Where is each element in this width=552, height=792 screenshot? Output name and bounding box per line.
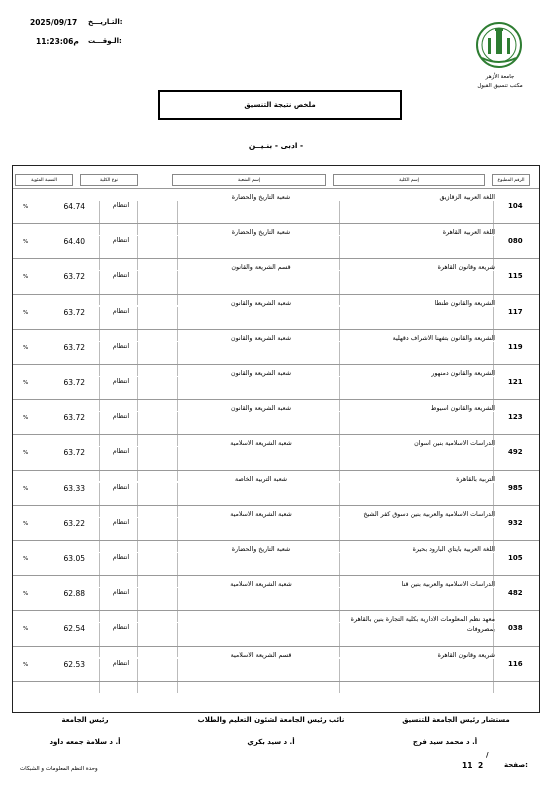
row-division: شعبة الشريعة الاسلامية [230, 510, 292, 518]
row-type: انتظام [112, 659, 130, 667]
row-college: الدراسات الاسلامية بنين اسوان [414, 440, 495, 448]
row-type: انتظام [112, 624, 130, 632]
row-percent-sign: % [23, 591, 29, 598]
row-code: 115 [508, 272, 523, 281]
row-percentage: 63.05 [63, 554, 85, 563]
page-number: 2 [478, 761, 484, 770]
time-value: 11:23:06م [36, 37, 79, 46]
table-row [13, 540, 539, 576]
cell-divider [493, 659, 494, 693]
date-value: 2025/09/17 [30, 18, 78, 27]
page-label: صفحة: [504, 761, 528, 769]
table-row [13, 610, 539, 646]
row-code: 117 [508, 307, 523, 316]
row-division: شعبة التاريخ والحضارة [231, 194, 291, 201]
row-college: اللغة العربية القاهرة [442, 229, 495, 237]
row-division: شعبة التربية الخاصة [234, 475, 288, 483]
row-division: شعبة التاريخ والحضارة [231, 546, 291, 553]
unit-name: وحدة النظم المعلومات و الشبكات [20, 766, 98, 772]
time-label: الـوقـــت: [88, 37, 122, 45]
row-percent-sign: % [23, 556, 29, 562]
row-percentage: 64.40 [63, 237, 85, 247]
row-code: 123 [508, 413, 523, 422]
cell-divider [177, 659, 178, 693]
row-percentage: 63.72 [63, 342, 85, 352]
row-percentage: 63.72 [63, 448, 85, 458]
org-line1: جامعة الأزهر [485, 74, 515, 80]
slash-mark: / [486, 751, 489, 759]
table-row [13, 646, 539, 682]
row-percentage: 62.88 [63, 589, 85, 599]
sig-title-coordination: مستشار رئيس الجامعة للتنسيق [402, 716, 510, 724]
row-code: 121 [508, 378, 523, 386]
table-row [13, 399, 539, 435]
row-percent-sign: % [23, 239, 29, 246]
row-type: انتظام [112, 413, 130, 421]
report-title: ملخص نتيجة التنسيق [158, 90, 402, 120]
row-percent-sign: % [23, 309, 29, 316]
row-college: الشريعة والقانون اسيوط [430, 405, 495, 413]
row-percentage: 63.72 [63, 378, 85, 387]
table-row [13, 505, 539, 541]
sig-name-vice-president: أ. د سيد بكري [247, 738, 295, 746]
row-code: 105 [508, 554, 523, 562]
row-percentage: 63.72 [63, 307, 85, 317]
row-division: شعبة الشريعة والقانون [231, 334, 291, 342]
row-percent-sign: % [23, 274, 29, 281]
col-header-type: نوع الكلية [80, 174, 138, 186]
date-label: التـاريـــخ: [88, 18, 123, 26]
row-type: انتظام [112, 237, 130, 245]
row-type: انتظام [112, 272, 130, 280]
row-percentage: 62.54 [63, 624, 85, 634]
row-percent-sign: % [23, 344, 29, 351]
sig-name-coordination: أ. د محمد سيد فرج [412, 738, 478, 746]
row-percentage: 62.53 [63, 659, 85, 669]
sig-title-president: رئيس الجامعة [61, 716, 109, 724]
row-college: معهد نظم المعلومات الادارية بكلية التجارة بنين بالقاهرة بمصروفات [350, 616, 495, 634]
azhar-logo [474, 20, 524, 70]
row-percentage: 64.74 [63, 202, 85, 211]
table-row [13, 188, 539, 224]
col-header-code: الرقم المطبوع [492, 174, 530, 186]
col-header-college: إسم الكلية [333, 174, 485, 186]
row-division: شعبة الشريعة والقانون [231, 405, 291, 413]
table-row [13, 223, 539, 259]
row-percentage: 63.22 [63, 518, 85, 528]
row-college: شريعة وقانون القاهرة [437, 651, 495, 659]
row-type: انتظام [112, 378, 130, 385]
row-type: انتظام [112, 448, 130, 456]
row-division: قسم الشريعة الاسلامية [230, 651, 292, 659]
row-code: 080 [508, 237, 523, 246]
sig-title-vice-president: نائب رئيس الجامعة لشئون التعليم والطلاب [197, 716, 345, 724]
row-college: اللغة العربية الزقازيق [439, 194, 495, 201]
row-type: انتظام [112, 518, 130, 526]
row-percent-sign: % [23, 450, 29, 457]
row-code: 104 [508, 202, 523, 210]
table-row [13, 329, 539, 365]
cell-divider [99, 659, 100, 693]
row-type: انتظام [112, 554, 130, 561]
row-percent-sign: % [23, 380, 29, 386]
row-type: انتظام [112, 307, 130, 315]
col-header-pct: النسبة المئوية [15, 174, 73, 186]
row-code: 482 [508, 589, 523, 598]
row-code: 932 [508, 518, 523, 527]
table-row [13, 294, 539, 330]
table-row [13, 434, 539, 470]
row-percent-sign: % [23, 204, 29, 210]
row-division: شعبة التاريخ والحضارة [231, 229, 291, 237]
row-college: التربية بالقاهرة [456, 475, 495, 483]
row-college: شريعة وقانون القاهرة [437, 264, 495, 272]
row-type: انتظام [112, 202, 130, 209]
table-row [13, 470, 539, 506]
sig-name-president: أ. د سلامة جمعه داود [49, 738, 121, 746]
row-percent-sign: % [23, 520, 29, 527]
row-college: الشريعة والقانون بتفهنا الاشراف دقهلية [392, 334, 495, 342]
table-bottom-rule [13, 681, 539, 682]
table-row [13, 258, 539, 294]
row-division: قسم الشريعة والقانون [231, 264, 291, 272]
col-header-division: إسم الشعبة [172, 174, 326, 186]
row-percent-sign: % [23, 626, 29, 633]
row-percentage: 63.72 [63, 272, 85, 282]
row-college: الشريعة والقانون دمنهور [431, 370, 495, 377]
table-row [13, 364, 539, 400]
section-label: - ادبى - بنـيــن [248, 141, 304, 150]
row-division: شعبة الشريعة الاسلامية [230, 440, 292, 448]
table-row [13, 575, 539, 611]
row-division: شعبة الشريعة والقانون [231, 299, 291, 307]
row-college: اللغة العربية بايتاي البارود بحيرة [412, 546, 495, 553]
row-college: الشريعة والقانون طنطا [434, 299, 495, 307]
row-division: شعبة الشريعة الاسلامية [230, 581, 292, 589]
row-code: 116 [508, 659, 523, 668]
cell-divider [137, 659, 138, 693]
row-percent-sign: % [23, 485, 29, 492]
row-code: 492 [508, 448, 523, 457]
row-division: شعبة الشريعة والقانون [231, 370, 291, 377]
row-code: 119 [508, 342, 523, 351]
row-code: 038 [508, 624, 523, 633]
row-college: الدراسات الاسلامية والعربية بنين دسوق كفر الشيخ [363, 510, 495, 518]
row-type: انتظام [112, 342, 130, 350]
row-code: 985 [508, 483, 523, 492]
org-line2: مكتب تنسيق القبول [477, 83, 523, 89]
page-total: 11 [462, 761, 473, 770]
row-type: انتظام [112, 483, 130, 491]
row-percentage: 63.33 [63, 483, 85, 493]
row-percentage: 63.72 [63, 413, 85, 423]
row-percent-sign: % [23, 661, 29, 668]
row-college: الدراسات الاسلامية والعربية بنين قنا [401, 581, 495, 589]
row-percent-sign: % [23, 415, 29, 422]
row-type: انتظام [112, 589, 130, 597]
cell-divider [339, 659, 340, 693]
